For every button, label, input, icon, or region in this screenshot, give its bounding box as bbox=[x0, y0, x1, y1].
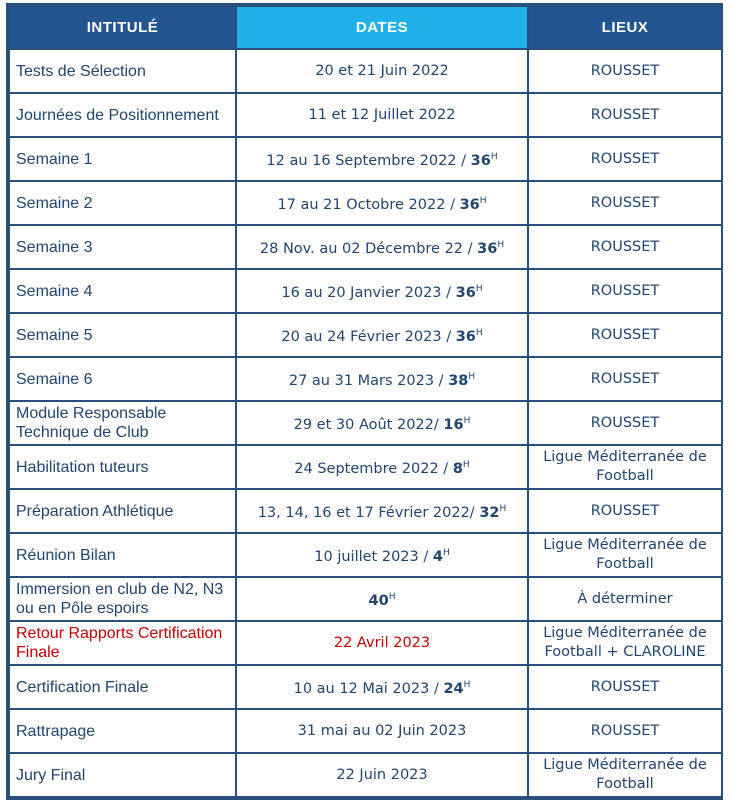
row-title: Préparation Athlétique bbox=[10, 490, 235, 532]
row-hours: 16 bbox=[443, 416, 464, 433]
row-dates: 20 et 21 Juin 2022 bbox=[237, 50, 527, 92]
table-row bbox=[10, 50, 721, 92]
table-row bbox=[10, 534, 721, 576]
row-place: ROUSSET bbox=[529, 226, 721, 268]
table-row bbox=[10, 402, 721, 444]
row-dates: 17 au 21 Octobre $2022 / 36^H$ bbox=[237, 182, 527, 224]
row-dates: 20 au 24 Février $2023 / 36^H$ bbox=[237, 314, 527, 356]
table-row bbox=[10, 270, 721, 312]
row-dates: 13, 14, 16 et 17 Février 2022/ $32^H$ bbox=[237, 490, 527, 532]
hours-unit: H bbox=[490, 151, 498, 162]
table-row bbox=[10, 754, 721, 796]
row-dates: 24 Septembre $2022 / 8^H$ bbox=[237, 446, 527, 488]
table-row bbox=[10, 490, 721, 532]
row-title: Retour Rapports Certification Finale bbox=[10, 622, 235, 664]
table-row bbox=[10, 666, 721, 708]
row-place: ROUSSET bbox=[529, 182, 721, 224]
row-place: ROUSSET bbox=[529, 490, 721, 532]
row-title: Semaine 2 bbox=[10, 182, 235, 224]
row-title: Semaine 4 bbox=[10, 270, 235, 312]
row-dates: 10 au 12 Mai $2023 / 24^H$ bbox=[237, 666, 527, 708]
row-place: À déterminer bbox=[529, 578, 721, 620]
row-place: ROUSSET bbox=[529, 402, 721, 444]
hours-unit: H bbox=[497, 239, 505, 250]
row-dates: 22 Juin 2023 bbox=[237, 754, 527, 796]
hours-unit: H bbox=[475, 327, 483, 338]
row-place: ROUSSET bbox=[529, 666, 721, 708]
header-dates: DATES bbox=[237, 7, 527, 48]
row-title: Certification Finale bbox=[10, 666, 235, 708]
schedule-table-frame bbox=[6, 3, 723, 800]
hours-unit: H bbox=[462, 459, 470, 470]
row-title: Semaine 3 bbox=[10, 226, 235, 268]
row-hours: 32 bbox=[479, 504, 500, 521]
row-dates: 29 et 30 Août 2022/ $16^H$ bbox=[237, 402, 527, 444]
row-place: Ligue Méditerranée de Football + CLAROLINE bbox=[529, 622, 721, 664]
schedule-table bbox=[8, 5, 723, 798]
row-title: Journées de Positionnement bbox=[10, 94, 235, 136]
row-title: Semaine 1 bbox=[10, 138, 235, 180]
row-place: Ligue Méditerranée de Football bbox=[529, 754, 721, 796]
row-place: ROUSSET bbox=[529, 710, 721, 752]
row-place: Ligue Méditerranée de Football bbox=[529, 534, 721, 576]
row-dates: 22 Avril 2023 bbox=[237, 622, 527, 664]
row-dates: 28 Nov. au 02 Décembre $22 / 36^H$ bbox=[237, 226, 527, 268]
row-hours: 40 bbox=[368, 592, 389, 609]
row-hours: 8 bbox=[452, 460, 463, 477]
table-row bbox=[10, 578, 721, 620]
row-place: ROUSSET bbox=[529, 138, 721, 180]
table-row bbox=[10, 622, 721, 664]
row-title: Semaine 5 bbox=[10, 314, 235, 356]
hours-unit: H bbox=[479, 195, 487, 206]
header-title: INTITULÉ bbox=[10, 7, 235, 48]
row-place: ROUSSET bbox=[529, 358, 721, 400]
row-title: Semaine 6 bbox=[10, 358, 235, 400]
header-row bbox=[10, 7, 721, 48]
row-dates: 31 mai au 02 Juin 2023 bbox=[237, 710, 527, 752]
table-row bbox=[10, 710, 721, 752]
row-hours: 4 bbox=[432, 548, 443, 565]
row-place: ROUSSET bbox=[529, 314, 721, 356]
row-title: Tests de Sélection bbox=[10, 50, 235, 92]
hours-unit: H bbox=[388, 591, 396, 602]
row-hours: 38 bbox=[448, 372, 469, 389]
row-place: ROUSSET bbox=[529, 94, 721, 136]
hours-unit: H bbox=[463, 679, 471, 690]
row-title: Habilitation tuteurs bbox=[10, 446, 235, 488]
row-hours: 36 bbox=[455, 328, 476, 345]
row-title: Immersion en club de N2, N3 ou en Pôle espoirs bbox=[10, 578, 235, 620]
table-row bbox=[10, 226, 721, 268]
row-dates: 11 et 12 Juillet 2022 bbox=[237, 94, 527, 136]
table-row bbox=[10, 358, 721, 400]
hours-unit: H bbox=[475, 283, 483, 294]
table-row bbox=[10, 446, 721, 488]
row-dates: 10 juillet $2023 / 4^H$ bbox=[237, 534, 527, 576]
header-places: LIEUX bbox=[529, 7, 721, 48]
row-hours: 36 bbox=[455, 284, 476, 301]
row-title: Module Responsable Technique de Club bbox=[10, 402, 235, 444]
row-dates: 16 au 20 Janvier $2023 / 36^H$ bbox=[237, 270, 527, 312]
hours-unit: H bbox=[468, 371, 476, 382]
table-row bbox=[10, 94, 721, 136]
row-dates: 27 au 31 Mars $2023 / 38^H$ bbox=[237, 358, 527, 400]
hours-unit: H bbox=[463, 415, 471, 426]
row-title: Réunion Bilan bbox=[10, 534, 235, 576]
row-hours: 24 bbox=[443, 680, 464, 697]
table-row bbox=[10, 182, 721, 224]
row-hours: 36 bbox=[459, 196, 480, 213]
row-title: Rattrapage bbox=[10, 710, 235, 752]
row-hours: 36 bbox=[470, 152, 491, 169]
row-dates: 12 au 16 Septembre $2022 / 36^H$ bbox=[237, 138, 527, 180]
row-hours: 36 bbox=[477, 240, 498, 257]
row-place: ROUSSET bbox=[529, 50, 721, 92]
row-place: Ligue Méditerranée de Football bbox=[529, 446, 721, 488]
table-row bbox=[10, 138, 721, 180]
hours-unit: H bbox=[442, 547, 450, 558]
table-row bbox=[10, 314, 721, 356]
row-title: Jury Final bbox=[10, 754, 235, 796]
row-dates bbox=[237, 578, 527, 620]
hours-unit: H bbox=[499, 503, 507, 514]
row-place: ROUSSET bbox=[529, 270, 721, 312]
